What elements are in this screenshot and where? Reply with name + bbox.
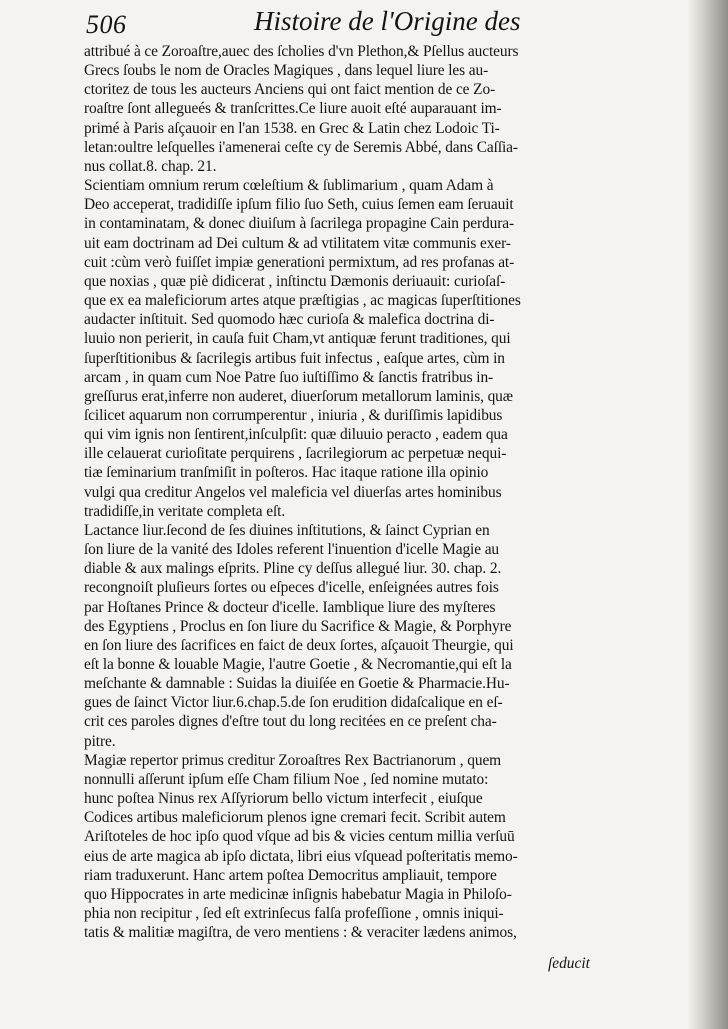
text-line: ſon liure de la vanité des Idoles referent l'inuention d'icelle Magie au <box>84 541 500 559</box>
paragraph <box>84 42 628 176</box>
text-line: ſuperſtitionibus & ſacrilegis artibus fuit infectus , eaſque artes, cùm in <box>84 349 505 367</box>
text-line: pitre. <box>84 732 116 750</box>
running-title: Histoire de l'Origine des <box>254 6 521 36</box>
text-line: Codices artibus maleficiorum plenos igne cremari fecit. Scribit autem <box>84 809 506 827</box>
text-line: en ſon liure des ſacrifices en faict de deux ſortes, aſçauoit Theurgie, qui <box>84 636 514 654</box>
text-line: gues de ſainct Victor liur.6.chap.5.de ſon erudition didaſcalique en eſ- <box>84 694 503 712</box>
text-line: Magiæ repertor primus creditur Zoroaſtres Rex Bactrianorum , quem <box>84 751 502 769</box>
text-line: par Hoſtanes Prince & docteur d'icelle. Iamblique liure des myſteres <box>84 598 496 616</box>
paragraph <box>84 751 628 943</box>
text-line: Deo acceperat, tradidiſſe ipſum filio ſuo Seth, cuius ſemen eam ſeruauit <box>84 196 514 214</box>
binding-gutter-shadow <box>688 0 728 1029</box>
text-line: Lactance liur.ſecond de ſes diuines inſtitutions, & ſainct Cyprian en <box>84 521 490 539</box>
text-line: nonnulli aſſerunt ipſum eſſe Cham filium Noe , ſed nomine mutato: <box>84 770 489 788</box>
text-line: riam traduxerunt. Hanc artem poſtea Democritus ampliauit, tempore <box>84 866 497 884</box>
text-line: roaſtre ſont allegueés & tranſcrittes.Ce liure auoit eſté auparauant im- <box>84 100 502 118</box>
text-line: diable & aux malings eſprits. Pline cy deſſus allegué liur. 30. chap. 2. <box>84 560 502 578</box>
text-line: meſchante & damnable : Suidas la diuiſée en Goetie & Pharmacie.Hu- <box>84 675 510 693</box>
text-line: ille celauerat curioſitate perquirens , ſacrilegiorum ac perpetuæ nequi- <box>84 445 507 463</box>
text-line: que ex ea maleficiorum artes atque præſtigias , ac magicas ſuperſtitiones <box>84 292 521 310</box>
text-line: tradidiſſe,in veritate completa eſt. <box>84 502 286 520</box>
catchword: ſeducit <box>548 955 590 972</box>
paragraph <box>84 176 628 521</box>
text-line: quo Hippocrates in arte medicinæ inſignis habebatur Magia in Philoſo- <box>84 885 512 903</box>
text-line: arcam , in quam cum Noe Patre ſuo iuſtiſſimo & ſanctis fratribus in- <box>84 368 494 386</box>
text-line: cuit :cùm verò fuiſſet impiæ generationi permixtum, ad res profanas at- <box>84 253 515 271</box>
text-line: vulgi qua creditur Angelos vel maleficia vel diuerſas artes hominibus <box>84 483 502 501</box>
text-line: hunc poſtea Ninus rex Aſſyriorum bello victum interfecit , eiuſque <box>84 790 483 808</box>
text-line: tatis & malitiæ magiſtra, de vero mentiens : & veraciter lædens animos, <box>84 924 517 942</box>
paragraph <box>84 521 628 751</box>
text-line: eſt la bonne & louable Magie, l'autre Goetie , & Necromantie,qui eſt la <box>84 656 512 673</box>
text-line: des Egyptiens , Proclus en ſon liure du Sacrifice & Magie, & Porphyre <box>84 617 512 635</box>
text-line: Grecs ſoubs le nom de Oracles Magiques , dans lequel liure les au- <box>84 62 489 80</box>
text-line: primé à Paris aſçauoir en l'an 1538. en Grec & Latin chez Lodoic Ti- <box>84 119 500 137</box>
text-line: tiæ ſeminarium tranſmiſit in poſteros. Hac itaque ratione illa opinio <box>84 464 489 482</box>
text-line: audacter inſtituit. Sed quomodo hæc curioſa & malefica doctrina di- <box>84 311 495 329</box>
page-header <box>84 4 624 40</box>
text-line: nus collat.8. chap. 21. <box>84 157 217 175</box>
text-line: Ariſtoteles de hoc ipſo quod vſque ad bis & vicies centum millia verſuū <box>84 828 515 846</box>
text-line: greſſurus erat,inferre non auderet, diuerſorum metallorum laminis, quæ <box>84 387 513 405</box>
text-line: attribué à ce Zoroaſtre,auec des ſcholies d'vn Plethon,& Pſellus aucteurs <box>84 43 519 60</box>
text-line: ſcilicet aquarum non corrumperentur , iniuria , & duriſſimis lapidibus <box>84 406 503 424</box>
text-line: qui vim ignis non ſentirent,inſculpſit: quæ diluuio peracto , eadem qua <box>84 426 508 444</box>
text-line: que noxias , quæ piè didicerat , inſtinctu Dæmonis deriuauit: curioſaſ- <box>84 272 506 290</box>
text-line: ctoritez de tous les aucteurs Anciens qui ont faict mention de ce Zo- <box>84 81 496 99</box>
text-line: phia non recipitur , ſed eſt extrinſecus falſa profeſſione , omnis iniqui- <box>84 905 504 923</box>
text-line: recongnoiſt pluſieurs ſortes ou eſpeces d'icelle, enſeignées autres fois <box>84 579 499 597</box>
text-line: Scientiam omnium rerum cœleſtium & ſublimarium , quam Adam à <box>84 177 494 195</box>
text-line: letan:oultre leſquelles i'amenerai ceſte cy de Seremis Abbé, dans Caſſia- <box>84 138 518 156</box>
text-line: eius de arte magica ab ipſo dictata, libri eius vſquead poſteritatis memo- <box>84 847 518 865</box>
text-line: crit ces paroles dignes d'eſtre tout du long recitées en ce preſent cha- <box>84 713 497 731</box>
text-line: in contaminatam, & donec diuiſum à ſacrilega propagine Cain perdura- <box>84 215 514 233</box>
body-text <box>84 42 628 942</box>
page-number: 506 <box>86 10 127 39</box>
text-line: uit eam doctrinam ad Dei cultum & ad vtilitatem vitæ communis exer- <box>84 234 511 252</box>
text-line: luuio non perierit, in cauſa fuit Cham,vt antiquæ ferunt traditiones, qui <box>84 330 511 348</box>
